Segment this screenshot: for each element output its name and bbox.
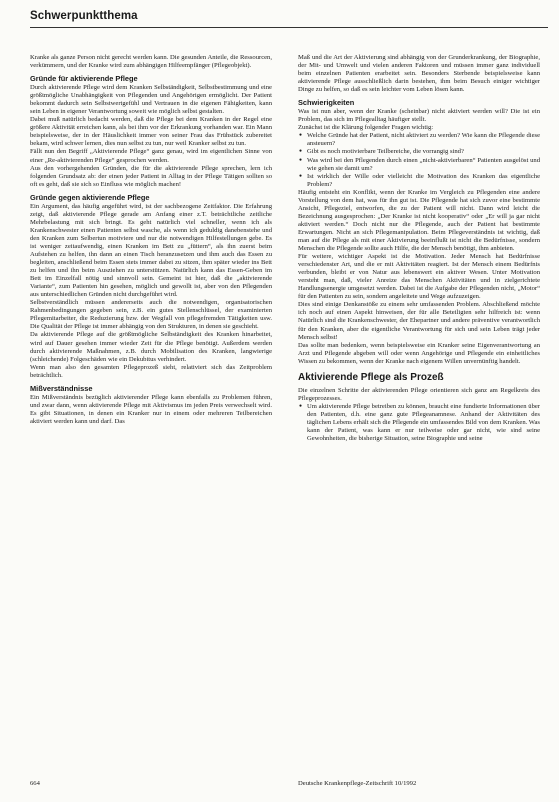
list-item: ● Um aktivierende Pflege betreiben zu können, braucht eine fundierte Informationen über den Patienten, d.h. eine ganz gute Pflegeanamnese. Anhand der Aktivitäten des täglichen Lebens erhält sich die Pflegende ein umfassendes Bild von dem Kranken. Was kann der Patient, was kann er nur teilweise oder gar nicht, wie sind seine Gewohnheiten, die bisherige Situation, seine Biographie und seine [307,403,540,443]
paragraph: Das sollte man bedenken, wenn beispielsweise ein Kranker seine Eigenverantwortung an Arzt und Pflegende abgeben will oder wenn Angehörige und Pflegende ein einheitliches Wissen zu bekommen, wenn der Kranke nach eigenem Willen unvernünftig handelt. [298,341,540,365]
paragraph: Wenn man also den gesamten Pflegeprozeß sieht, relativiert sich das Zeitproblem beträchtlich. [30,363,272,379]
paragraph: Dies sind einige Denkanstöße zu einem sehr umfassenden Problem. Abschließend möchte ich noch auf einen Aspekt hinweisen, der für alle Beteiligten sehr hilfreich ist: wenn Natürlich sind die Krankenschwester, der Ehepartner und andere präventive verantwortlich für den Kranken, aber die eigentliche Verantwortung für sich und sein Leben trägt jeder Mensch selbst! [298,301,540,341]
paragraph: Kranke als ganze Person nicht gerecht werden kann. Die gesunden Anteile, die Ressourcen, verkümmern, und der Kranke wird zum abhängigen Hilfeempfänger (Pflegeobjekt). [30,54,272,70]
question-list [298,132,540,188]
paragraph: Zunächst ist die Klärung folgender Fragen wichtig: [298,124,434,132]
paragraph: Häufig entsteht ein Konflikt, wenn der Kranke im Vergleich zu Pflegenden eine andere Vorstellung von dem hat, was für ihn gut ist. Die Pflegende hat sich zuvor eine bestimmte Ansicht, Pflegeziel, entworfen, die zu der Patient will nicht. Dann wird leicht die Bezeichnung ausgesprochen: „Der Kranke ist nicht kooperativ“ oder „Er will ja gar nicht aktiviert werden.“ Doch nicht nur die Pflegende, auch der Patient hat bestimmte Erwartungen. Nicht an sich Pflegemanipulation. Beim Pflegeverständnis ist wichtig, daß man auf die Pflege als mit einer Aktivierung beeinflußt ist nicht die Bedürfnisse, sondern Menschen die Pflegende sollte auch Hilfe, die der Mensch benötigt, ihm anbieten. [298,188,540,253]
paragraph: Dabei muß natürlich bedacht werden, daß die Pflege bei dem Kranken in der Regel eine größere Aktivität erreichen kann, als bei ihm vor der Erkrankung vorhanden war. Ein Mann beispielsweise, der in der Häuslichkeit immer von seiner Frau das Frühstück zubereitet bekam, wird schwer lernen, dies nun selbst zu tun, nur weil Kranker selbst zu tun. [30,116,272,148]
paragraph: Fällt nun den Begriff „Aktivierende Pflege“ ganz genau, wird im eigentlichen Sinne von einer „Re-aktivierenden Pflege“ gesprochen werden. [30,148,272,164]
paragraph: Da aktivierende Pflege auf die größtmögliche Selbständigkeit des Kranken hinarbeitet, wird auf Dauer gesehen immer wieder Zeit für die Pflege benötigt. Außerdem werden durch aktivierende Maßnahmen, z.B. durch Mobilisation des Kranken, langwierige (schleichende) Folgeschäden wie ein Dekubitus verhindert. [30,331,272,363]
heading-process: Aktivierende Pflege als Prozeß [298,371,444,383]
page-number: 664 [30,780,40,787]
process-list [298,403,540,443]
paragraph: Aus den vorhergehenden Gründen, die für die aktivierende Pflege sprechen, lern ich folgenden Grundsatz ab: der einen jeder Patient in Alltag in der Pflege Tätigen sollten so oft es geht, daß sie sich so Einfluss wie möglich machen! [30,164,272,188]
heading-difficulties: Schwierigkeiten [298,98,355,108]
paragraph: Maß und die Art der Aktivierung sind abhängig von der Grunderkrankung, der Biographie, der Mit- und Umwelt und vielen anderen Faktoren und müssen immer ganz individuell beim einzelnen Patienten erarbeitet sein. Besonders Sterbende beispielsweise kann aktivierende Pflege ausschließlich darin bestehen, ihm beim Besuch einiger wichtiger Dinge zu helfen, so daß es sein leichter vom Leben lösen kann. [298,54,540,94]
journal-citation: Deutsche Krankenpflege-Zeitschrift 10/1992 [298,780,417,787]
heading-reasons-against: Gründe gegen aktivierende Pflege [30,192,150,202]
paragraph: Durch aktivierende Pflege wird dem Kranken Selbständigkeit, Selbstbestimmung und eine größtmögliche Unabhängigkeit von Pflegenden und Angehörigen ermöglicht. Der Patient bekommt dadurch sein Selbstwertgefühl und Vertrauen in die eigenen Fähigkeiten, kann sein Leben in eigener Verantwortung soweit wie möglich selbst gestalten. [30,84,272,116]
paragraph: Für weitere, wichtiger Aspekt ist die Motivation. Jeder Mensch hat Bedürfnisse verschiedenster Art, und die er mit Aktivitäten reagiert. Ist der Mensch einem Bedürfnis verbunden, bleibt er von Natur aus lebenswert ein aktiver Wesen. Unter Motivation versteht man, daß, vieler Anreize das Menschen Aktivitäten und in zielgerichtete Handlungsenergie umgesetzt werden. Dabei ist die Aufgabe der Pflegenden nicht, „Motor“ für den Patienten zu sein, sondern angeleitete und Wege aufzuzeigen. [298,253,540,301]
header-rule [30,27,548,28]
paragraph: Selbstverständlich müssen andererseits auch die notwendigen, organisatorischen Rahmenbedingungen gegeben sein, z.B. ein gutes Stellenschlüssel, der examinierten Pflegemitarbeiter, die Reduzierung bzw. der Wegfall von pflegefremden Tätigkeiten usw. Die Qualität der Pflege ist immer abhängig von den Strukturen, in denen sie geschieht. [30,299,272,331]
list-item: ● Gibt es noch motivierbare Teilbereiche, die vorrangig sind? [307,148,540,156]
list-item: ● Welche Gründe hat der Patient, nicht aktiviert zu werden? Wie kann die Pflegende diese ansteuern? [307,132,540,148]
paragraph: Ein Argument, das häufig angeführt wird, ist der sachbezogene Zeitfaktor. Die Erfahrung zeigt, daß aktivierende Pflege gerade am Anfang einer z.T. beträchtliche zeitliche Mehrbelastung mit sich bringt. Es geht natürlich viel schneller, wenn ich als Krankenschwester einen Patienten selbst wasche, als wenn ich geduldig danebenstehe und den Kranken zum Selbertun motiviere und nur die notwendigen Hilfestellungen gebe. Es ist weniger zeitaufwendig, einen Kranken im Bett zu „füttern“, als ihn zuerst beim Aufstehen zu helfen, ihn dann an einen Tisch heranzusetzen und ihm auch das Essen zu begleiten, anschließend beim Essen stets immer dabei zu sitzen, ihm später wieder ins Bett zu helfen und ihn beim Ausziehen zu unterstützen. Natürlich kann das Essen-Geben im Bett im Einzelfall nötig und sinnvoll sein. Gemeint ist hier, daß die „aktivierende Variante“, zum Patienten hin gesehen, möglich und gewollt ist, aber von den Pflegenden aus unterschiedlichen Gründen nicht durchgeführt wird. [30,202,272,299]
paragraph: Die einzelnen Schritte der aktivierenden Pflege orientieren sich ganz am Regelkreis des Pflegeprozesses. [298,386,540,402]
list-item: ● Ist wirklich der Wille oder vielleicht die Motivation des Kranken das eigentliche Problem? [307,173,540,189]
right-column [298,54,540,766]
heading-reasons-for: Gründe für aktivierende Pflege [30,74,138,84]
heading-misunderstandings: Mißverständnisse [30,383,93,393]
paragraph: Was ist nun aber, wenn der Kranke (scheinbar) nicht aktiviert werden will? Die ist ein Problem, das sich im Pflegealltag häufiger stellt. [298,108,540,124]
section-title: Schwerpunktthema [30,10,138,22]
paragraph: Ein Mißverständnis bezüglich aktivierender Pflege kann ebenfalls zu Problemen führen, und zwar dann, wenn aktivierende Pflege mit Aktivismus im jeden Preis verwechselt wird. Es gibt Situationen, in denen ein Kranker nur in einem oder mehreren Teilbereichen aktiviert werden kann und darf. Das [30,393,272,425]
list-item: ● Was wird bei den Pflegenden durch einen „nicht-aktivierbaren“ Patienten ausgelöst und wie gehen sie damit um? [307,157,540,173]
left-column [30,54,272,766]
